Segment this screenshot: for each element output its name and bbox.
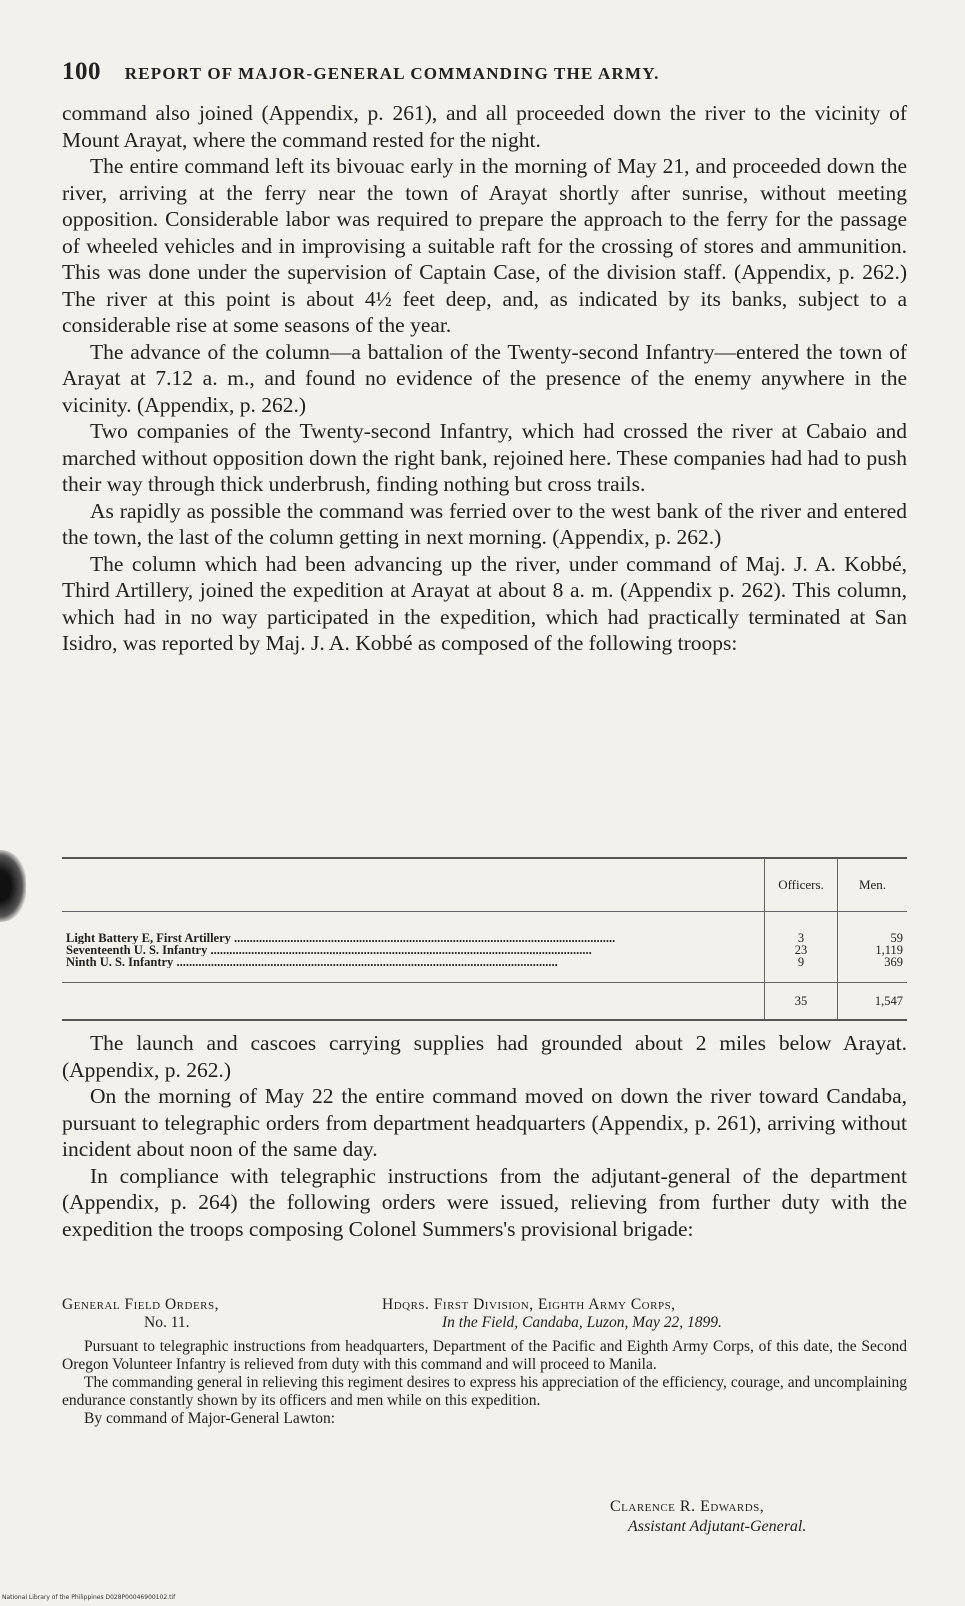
body-text-top (62, 100, 907, 657)
orders-number: No. 11. (144, 1314, 190, 1331)
orders-text (62, 1338, 907, 1428)
troops-table (62, 857, 907, 1021)
orders-title: General Field Orders, (62, 1296, 220, 1313)
orders-paragraph: Pursuant to telegraphic instructions from headquarters, Department of the Pacific and Eighth Army Corps, of this date, the Second Oregon Volunteer Infantry is relieved from duty with this command and will proceed to Manila. (62, 1338, 907, 1373)
paragraph: Two companies of the Twenty-second Infantry, which had crossed the river at Cabaio and marched without opposition down the right bank, rejoined here. These companies had had to push their way through thick underbrush, finding nothing but cross trails. (62, 419, 907, 496)
orders-heading-left (62, 1296, 332, 1332)
page-header (62, 58, 902, 86)
table-header-men: Men. (838, 858, 908, 912)
paragraph: The column which had been advancing up the river, under command of Maj. J. A. Kobbé, Third Artillery, joined the expedition at Arayat at about 8 a. m. (Appendix p. 262). This column, which had in no way participated in the expedition, which had practically terminated at San Isidro, was reported by Maj. J. A. Kobbé as composed of the following troops: (62, 551, 907, 655)
men-count: 1,119 (875, 943, 903, 957)
unit-name: Seventeenth U. S. Infantry .......................................................................................................................... (66, 944, 592, 956)
paragraph: The advance of the column—a battalion of the Twenty-second Infantry—entered the town of Arayat at 7.12 a. m., and found no evidence of the presence of the enemy anywhere in the vicinity. (Appendix, p. 262.) (62, 339, 907, 417)
page-number: 100 (62, 58, 101, 85)
headquarters-line: Hdqrs. First Division, Eighth Army Corps, (382, 1296, 676, 1313)
table-row (62, 912, 907, 983)
unit-name: Ninth U. S. Infantry .......................................................................................................................... (66, 956, 558, 968)
running-title: REPORT OF MAJOR-GENERAL COMMANDING THE ARMY. (124, 64, 660, 83)
table-header-officers: Officers. (765, 858, 838, 912)
men-count: 59 (890, 931, 903, 945)
table-total-row (62, 983, 907, 1021)
orders-paragraph: By command of Major-General Lawton: (84, 1410, 336, 1427)
paragraph: The entire command left its bivouac early in the morning of May 21, and proceeded down the river, arriving at the ferry near the town of Arayat shortly after sunrise, without meeting opposition. Considerable labor was required to prepare the approach to the ferry for the passage of wheeled vehicles and in improvising a suitable raft for the crossing of stores and ammunition. This was done under the supervision of Captain Case, of the division staff. (Appendix, p. 262.) The river at this point is about 4½ feet deep, and, as indicated by its banks, subject to a considerable rise at some seasons of the year. (62, 154, 907, 337)
scan-smudge (0, 850, 26, 922)
scan-footer: National Library of the Philippines D028P00046900102.tif (2, 1594, 176, 1601)
officers-count: 3 (797, 931, 805, 945)
signature-block (610, 1497, 806, 1537)
men-total: 1,547 (838, 983, 908, 1021)
orders-heading-right (382, 1296, 907, 1332)
paragraph: As rapidly as possible the command was ferried over to the west bank of the river and entered the town, the last of the column getting in next morning. (Appendix, p. 262.) (62, 498, 907, 549)
table-header-blank (62, 858, 765, 912)
orders-paragraph: The commanding general in relieving this regiment desires to express his appreciation of the efficiency, courage, and uncomplaining endurance constantly shown by its officers and men while on this expedition. (62, 1374, 907, 1409)
paragraph: In compliance with telegraphic instructions from the adjutant-general of the department (Appendix, p. 264) the following orders were issued, relieving from further duty with the expedition the troops composing Colonel Summers's provisional brigade: (62, 1163, 907, 1241)
location-date-line: In the Field, Candaba, Luzon, May 22, 1899. (442, 1314, 722, 1331)
paragraph: The launch and cascoes carrying supplies had grounded about 2 miles below Arayat. (Appendix, p. 262.) (62, 1031, 907, 1082)
signature-name: Clarence R. Edwards, (610, 1498, 765, 1515)
men-count: 369 (884, 955, 903, 969)
paragraph: command also joined (Appendix, p. 261), and all proceeded down the river to the vicinity of Mount Arayat, where the command rested for the night. (62, 101, 907, 152)
officers-total: 35 (765, 983, 838, 1021)
signature-rank: Assistant Adjutant-General. (628, 1518, 807, 1535)
paragraph: On the morning of May 22 the entire command moved on down the river toward Candaba, pursuant to telegraphic orders from department headquarters (Appendix, p. 261), arriving without incident about noon of the same day. (62, 1084, 907, 1161)
body-text-bottom (62, 1030, 907, 1242)
unit-name: Light Battery E, First Artillery .......................................................................................................................... (66, 932, 616, 944)
officers-count: 23 (794, 943, 808, 957)
officers-count: 9 (797, 955, 805, 969)
